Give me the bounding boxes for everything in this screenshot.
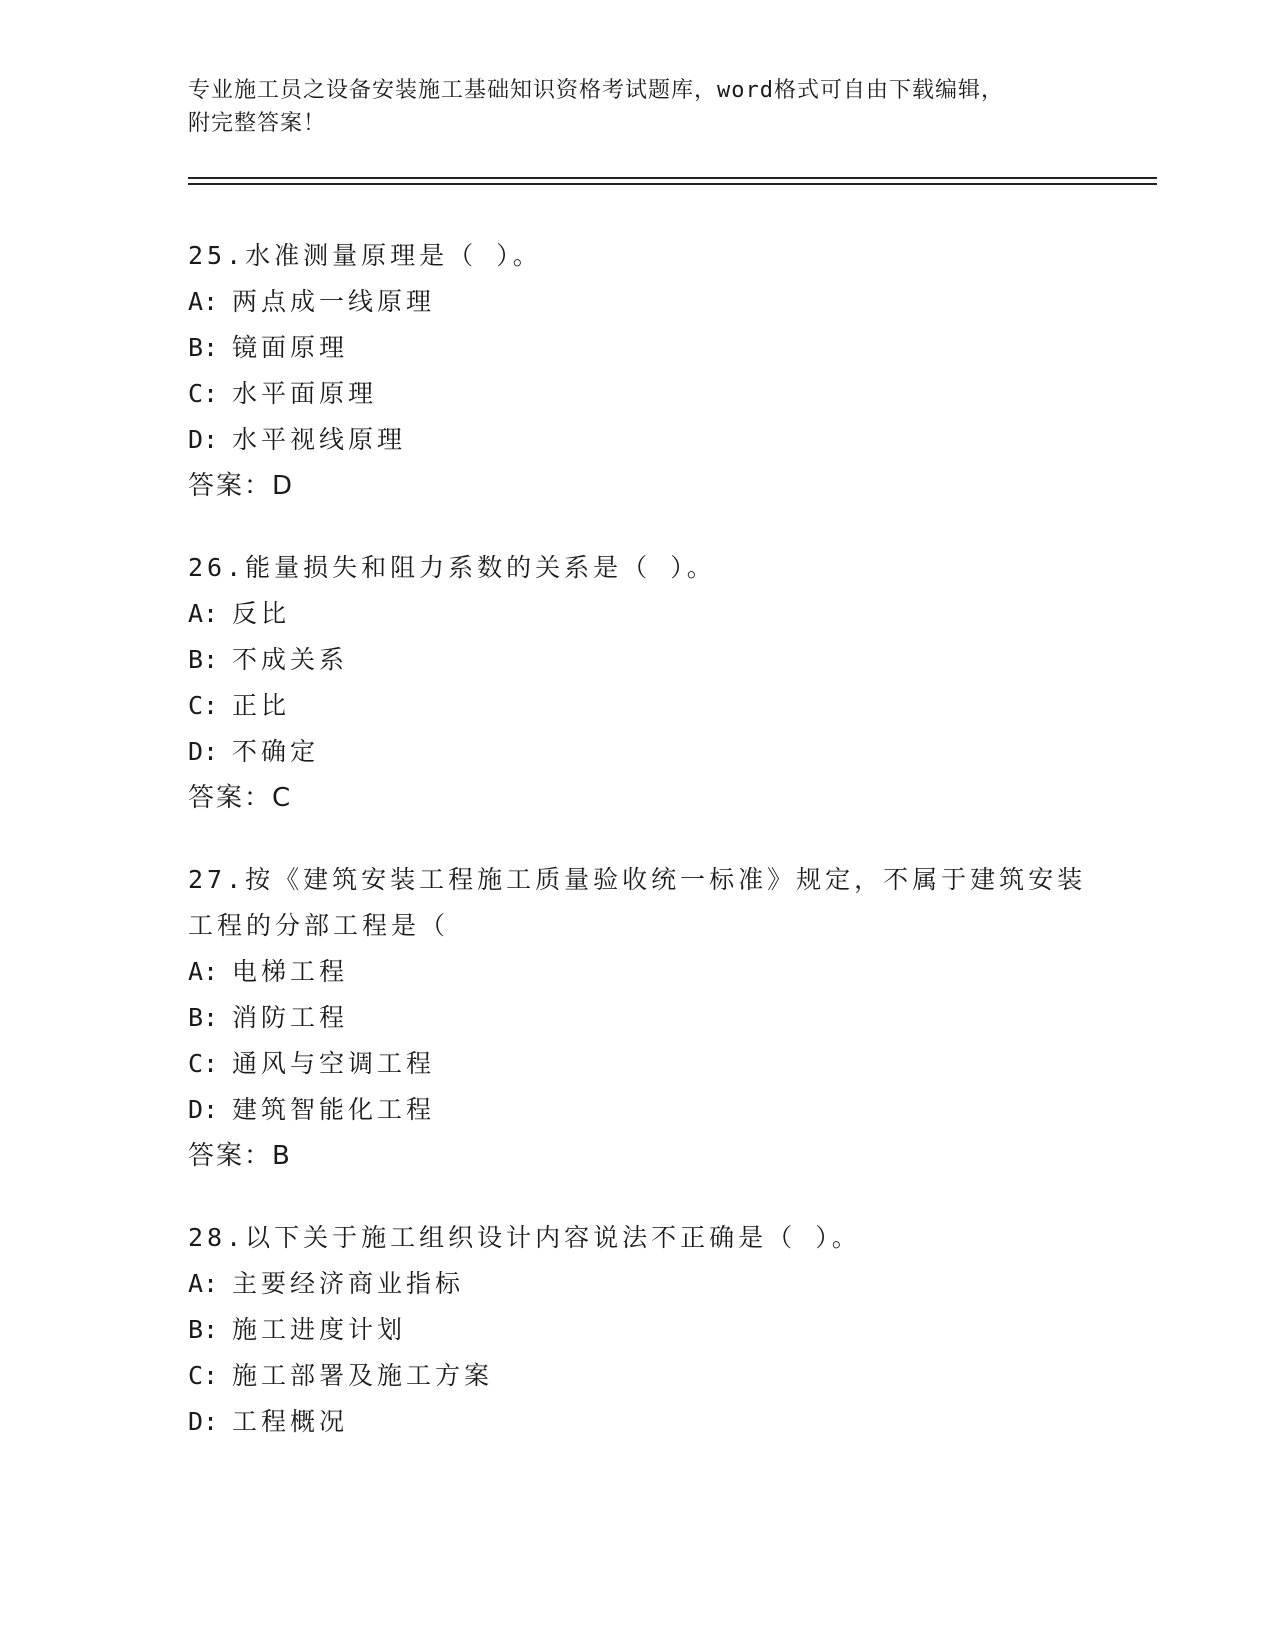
document-header: [188, 74, 1088, 140]
option-letter: A:: [188, 957, 219, 986]
option-text: 工程概况: [232, 1407, 349, 1436]
answer: 答案：C: [188, 783, 293, 813]
option-text: 反比: [232, 599, 291, 628]
option-text: 通风与空调工程: [232, 1049, 436, 1078]
question-stem: 25.水准测量原理是（ ）。: [188, 241, 542, 270]
option-text: 正比: [232, 691, 291, 720]
option-letter: B:: [188, 1315, 219, 1344]
option-b: [188, 637, 1108, 683]
option-text: 水平视线原理: [232, 425, 407, 454]
option-text: 两点成一线原理: [232, 287, 436, 316]
question-stem: 27.按《建筑安装工程施工质量验收统一标准》规定，不属于建筑安装工程的分部工程是（: [188, 865, 1087, 940]
option-letter: D:: [188, 737, 219, 766]
option-text: 不确定: [232, 737, 320, 766]
option-letter: A:: [188, 287, 219, 316]
option-text: 不成关系: [232, 645, 349, 674]
option-a: [188, 949, 1108, 995]
header-line-1: 专业施工员之设备安装施工基础知识资格考试题库，word格式可自由下载编辑，: [188, 78, 1004, 103]
question-list: [188, 233, 1108, 1481]
option-text: 施工部署及施工方案: [232, 1361, 494, 1390]
header-line-2: 附完整答案！: [188, 111, 327, 136]
option-d: [188, 729, 1108, 775]
question-stem: 26.能量损失和阻力系数的关系是（ ）。: [188, 553, 716, 582]
option-a: [188, 1261, 1108, 1307]
option-letter: C:: [188, 1049, 219, 1078]
answer: 答案：B: [188, 1141, 292, 1171]
option-b: [188, 1307, 1108, 1353]
option-c: [188, 1041, 1108, 1087]
option-letter: B:: [188, 645, 219, 674]
option-letter: B:: [188, 333, 219, 362]
option-letter: D:: [188, 425, 219, 454]
option-a: [188, 279, 1108, 325]
option-d: [188, 417, 1108, 463]
option-c: [188, 371, 1108, 417]
option-letter: B:: [188, 1003, 219, 1032]
option-d: [188, 1087, 1108, 1133]
option-b: [188, 325, 1108, 371]
question-28: [188, 1215, 1108, 1445]
option-d: [188, 1399, 1108, 1445]
header-divider-top: [188, 177, 1157, 179]
question-27: [188, 857, 1108, 1179]
option-a: [188, 591, 1108, 637]
option-letter: C:: [188, 1361, 219, 1390]
option-c: [188, 1353, 1108, 1399]
question-stem: 28.以下关于施工组织设计内容说法不正确是（ ）。: [188, 1223, 861, 1252]
option-text: 建筑智能化工程: [232, 1095, 436, 1124]
question-26: [188, 545, 1108, 821]
option-letter: D:: [188, 1407, 219, 1436]
option-letter: A:: [188, 599, 219, 628]
option-letter: A:: [188, 1269, 219, 1298]
question-25: [188, 233, 1108, 509]
option-letter: C:: [188, 379, 219, 408]
option-letter: D:: [188, 1095, 219, 1124]
header-divider-bottom: [188, 183, 1157, 185]
option-text: 水平面原理: [232, 379, 378, 408]
option-text: 电梯工程: [232, 957, 349, 986]
option-c: [188, 683, 1108, 729]
option-text: 主要经济商业指标: [232, 1269, 465, 1298]
answer: 答案：D: [188, 471, 295, 501]
option-text: 镜面原理: [232, 333, 349, 362]
option-letter: C:: [188, 691, 219, 720]
option-text: 施工进度计划: [232, 1315, 407, 1344]
option-text: 消防工程: [232, 1003, 349, 1032]
option-b: [188, 995, 1108, 1041]
